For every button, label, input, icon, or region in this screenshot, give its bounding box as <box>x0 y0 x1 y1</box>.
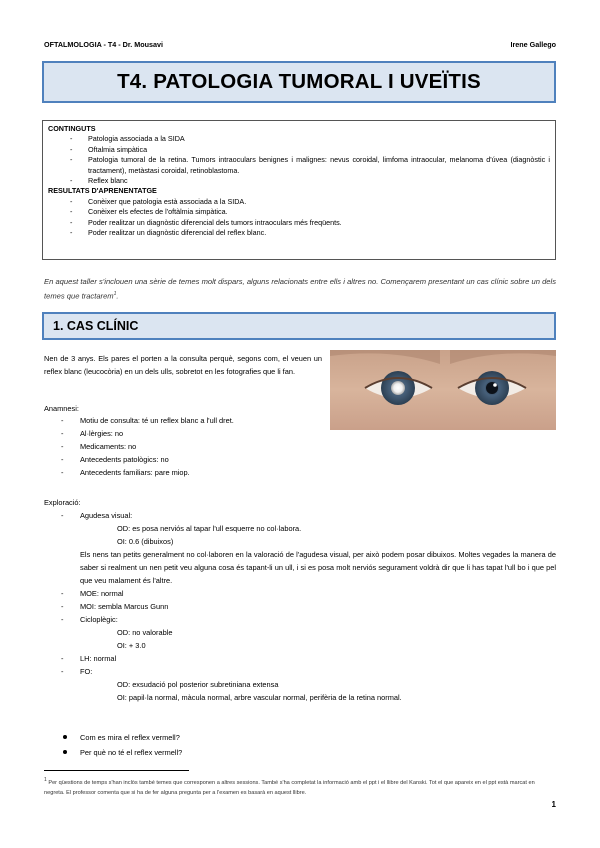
footnote <box>44 775 556 798</box>
contents-item: - Patologia tumoral de la retina. Tumors intraoculars benignes i malignes: nevus coroidal, limfoma intraocular, melanoma d'úvea (diagnòstic i tractament), metàstasi coroidal, retinoblastoma. <box>48 155 550 176</box>
moe-item: - MOE: normal <box>44 587 556 600</box>
intro-paragraph: En aquest taller s'inclouen una sèrie de temes molt dispars, alguns relacionats entre ells i altres no. Començarem presentant un cas clínic sobre un dels temes que tractarem$^1$. <box>44 277 556 301</box>
contents-heading: CONTINGUTS <box>48 124 96 133</box>
results-list <box>48 197 550 239</box>
title-box <box>42 61 556 103</box>
intro-footnote-ref: 1 <box>113 291 117 297</box>
list-item: - Antecedents patològics: no <box>44 453 234 466</box>
list-item: - Motiu de consulta: té un reflex blanc a l'ull dret. <box>44 414 234 427</box>
fundus-od: OD: exsudació pol posterior subretiniana extensa <box>117 680 279 689</box>
footnote-text: Per qüestions de temps s'han inclòs també temes que corresponen a altres sessions. També s'ha completat la informació amb el ppt i el llibre del Kanski. Tot el que apareix en el ppt està marcat en negreta. El professor comenta que si ha de fer alguna pregunta per a l'examen es basarà en aquest llibre. <box>44 779 535 796</box>
page-title: T4. PATOLOGIA TUMORAL I UVEÏTIS <box>117 70 481 93</box>
contents-item: - Reflex blanc <box>48 176 550 186</box>
results-item: - Conèixer els efectes de l'oftàlmia simpàtica. <box>48 207 550 217</box>
anamnesi-list <box>44 414 234 479</box>
page-header <box>44 40 556 49</box>
fundus-oi: OI: papil·la normal, màcula normal, arbre vascular normal, perifèria de la retina normal. <box>117 693 402 702</box>
question-list <box>44 730 182 760</box>
contents-item: - Patologia associada a la SIDA <box>48 134 550 144</box>
exploracio-list <box>44 509 556 704</box>
visual-acuity-od: OD: es posa nerviós al tapar l'ull esquerre no col·labora. <box>117 524 302 533</box>
contents-list <box>48 134 550 186</box>
cycloplegic-oi: OI: + 3.0 <box>117 641 146 650</box>
question-item: Per què no té el reflex vermell? <box>44 745 182 760</box>
intro-text: En aquest taller s'inclouen una sèrie de temes molt dispars, alguns relacionats entre ells i altres no. Començarem presentant un cas clínic sobre un dels temes que tractarem <box>44 277 556 301</box>
list-item: - Antecedents familiars: pare miop. <box>44 466 234 479</box>
section-heading-bar <box>42 312 556 340</box>
header-author: Irene Gallego <box>510 40 556 49</box>
fundus-label: - FO: <box>44 665 556 678</box>
results-item: - Conèixer que patologia està associada a la SIDA. <box>48 197 550 207</box>
results-item: - Poder realitzar un diagnòstic diferencial dels tumors intraoculars més freqüents. <box>48 218 550 228</box>
cycloplegic-label: - Cicloplègic: <box>44 613 556 626</box>
moi-item: - MOI: sembla Marcus Gunn <box>44 600 556 613</box>
contents-item: - Oftalmia simpàtica <box>48 145 550 155</box>
visual-acuity-note: Els nens tan petits generalment no col·laboren en la valoració de l'agudesa visual, per això podem posar dibuixos. Moltes vegades la manera de saber si realment un nen petit veu alguna cosa és tapant-li un ull, i si es posa molt nerviós segurament voldrà dir que li has tapat l'ull bo i que pel que veu malament és l'altre. <box>80 550 556 585</box>
question-item: Com es mira el reflex vermell? <box>44 730 182 745</box>
lh-item: - LH: normal <box>44 652 556 665</box>
header-course: OFTALMOLOGIA - T4 - Dr. Mousavi <box>44 40 163 49</box>
eyes-photo-image <box>330 350 556 430</box>
list-item: - Al·lèrgies: no <box>44 427 234 440</box>
section-title: 1. CAS CLÍNIC <box>53 319 139 333</box>
footnote-marker: 1 <box>44 777 47 783</box>
contents-box <box>42 120 556 260</box>
results-heading: RESULTATS D'APRENENTATGE <box>48 186 157 196</box>
list-item: - Medicaments: no <box>44 440 234 453</box>
case-paragraph: Nen de 3 anys. Els pares el porten a la consulta perquè, segons com, el veuen un reflex blanc (leucocòria) en un dels ulls, sobretot en les fotografies que li fan. <box>44 354 322 376</box>
anamnesi-heading: Anamnesi: <box>44 404 79 413</box>
visual-acuity-label: - Agudesa visual: <box>44 509 556 522</box>
visual-acuity-oi: OI: 0.6 (dibuixos) <box>117 537 174 546</box>
eyes-photo <box>330 350 556 430</box>
results-item: - Poder realitzar un diagnòstic diferencial del reflex blanc. <box>48 228 550 238</box>
page-number: 1 <box>551 800 556 809</box>
footnote-divider <box>44 770 189 771</box>
exploracio-heading: Exploració: <box>44 498 81 507</box>
cycloplegic-od: OD: no valorable <box>117 628 173 637</box>
